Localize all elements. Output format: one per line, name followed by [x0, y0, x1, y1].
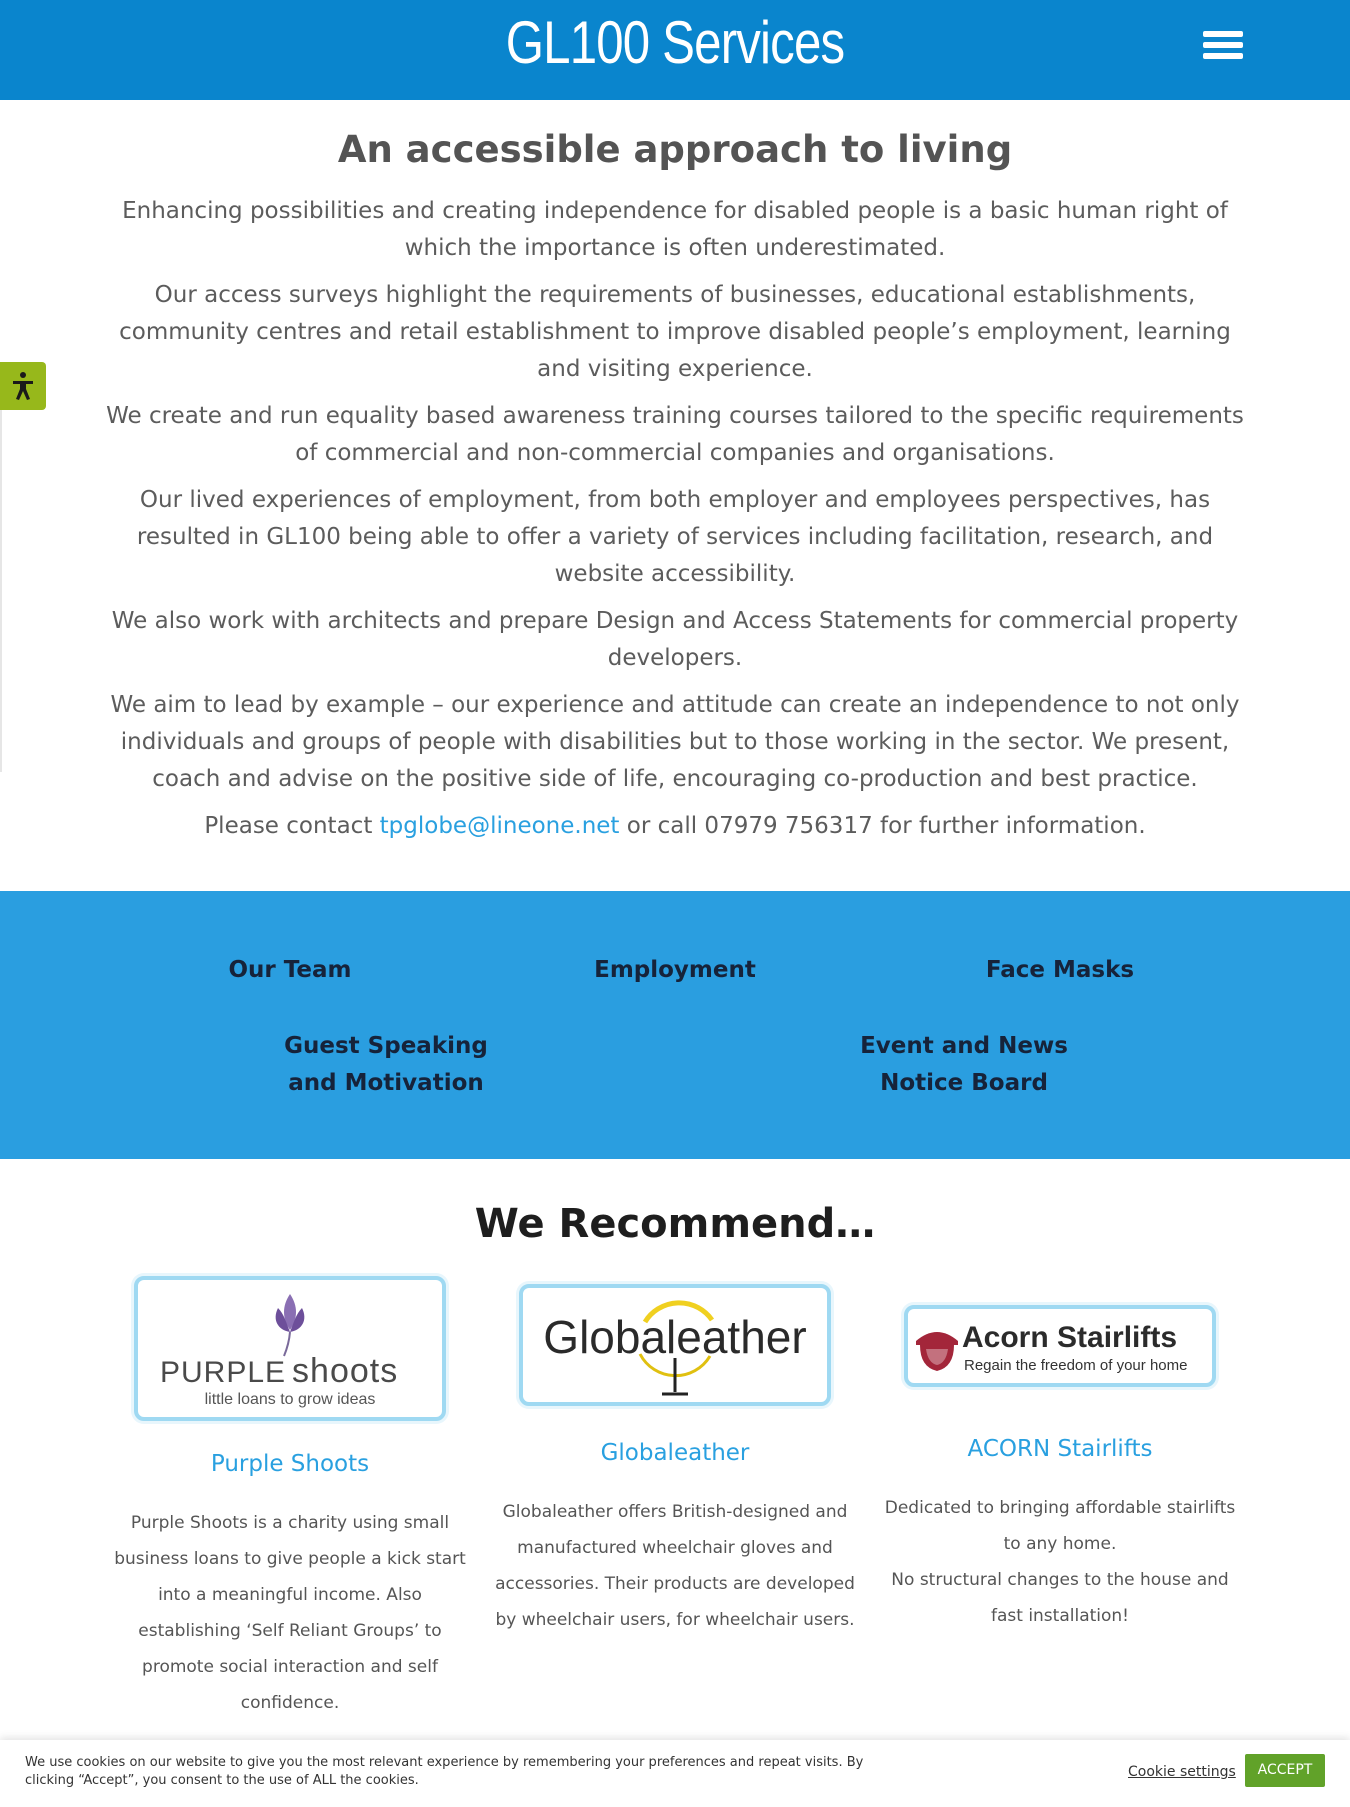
hamburger-menu-icon[interactable]	[1203, 31, 1243, 65]
logo-text: shoots	[292, 1352, 399, 1390]
quick-links-section	[0, 891, 1350, 1159]
logo-tagline: little loans to grow ideas	[204, 1391, 376, 1408]
logo-text: PURPLE	[160, 1356, 287, 1389]
purple-flower-icon	[260, 1292, 320, 1358]
intro-paragraph: We create and run equality based awareness training courses tailored to the specific requirements of commercial and non-commercial companies and organisations.	[106, 403, 1244, 466]
accessibility-panel-edge	[0, 410, 2, 772]
recommend-card-globaleather	[485, 1284, 865, 1638]
contact-text: Please contact	[204, 813, 380, 839]
link-line: Guest Speaking	[284, 1033, 488, 1059]
intro-paragraph: Our lived experiences of employment, from both employer and employees perspectives, has resulted in GL100 being able to offer a variety of services including facilitation, research, and website accessibility.	[136, 487, 1214, 587]
card-description: Purple Shoots is a charity using small business loans to give people a kick start into a meaningful income. Also establishing ‘Self Reliant Groups’ to promote social interaction and self confidence.	[114, 1513, 466, 1713]
intro-paragraph: Our access surveys highlight the requirements of businesses, educational establishments, community centres and retail establishment to improve disabled people’s employment, learning and visiting experience.	[119, 282, 1231, 382]
cookie-consent-bar	[0, 1740, 1350, 1807]
face-masks-link[interactable]: Face Masks	[985, 957, 1135, 983]
accessibility-person-icon	[0, 362, 46, 410]
guest-speaking-link[interactable]	[266, 1028, 506, 1102]
link-line: Notice Board	[880, 1070, 1048, 1096]
logo-text: Globaleather	[543, 1311, 807, 1363]
recommend-heading: We Recommend…	[474, 1201, 876, 1247]
cookie-settings-link[interactable]: Cookie settings	[1128, 1764, 1236, 1780]
purple-shoots-logo[interactable]	[134, 1276, 446, 1421]
accessibility-toggle-button[interactable]	[0, 362, 46, 410]
site-header	[0, 0, 1350, 100]
acorn-stairlifts-logo[interactable]	[904, 1305, 1216, 1387]
site-title[interactable]: GL100 Services	[505, 9, 845, 76]
card-title-link[interactable]: ACORN Stairlifts	[967, 1436, 1153, 1462]
intro-paragraph: We aim to lead by example – our experience and attitude can create an independence to not only individuals and groups of people with disabilities but to those working in the sector. We present, coach and advise on the positive side of life, encouraging co-production and best practice.	[110, 692, 1240, 792]
acorn-icon	[912, 1319, 962, 1375]
card-description: Globaleather offers British-designed and manufactured wheelchair gloves and accessories. Their products are developed by wheelchair users, for wheelchair users.	[495, 1502, 855, 1630]
logo-tagline: Regain the freedom of your home	[964, 1357, 1188, 1374]
card-title-link[interactable]: Globaleather	[600, 1440, 750, 1466]
card-description-line: No structural changes to the house and fast installation!	[891, 1570, 1229, 1626]
page-heading: An accessible approach to living	[337, 128, 1013, 171]
employment-link[interactable]: Employment	[594, 957, 756, 983]
recommend-card-acorn-stairlifts	[870, 1305, 1250, 1634]
intro-paragraph: Enhancing possibilities and creating independence for disabled people is a basic human right of which the importance is often underestimated.	[122, 198, 1228, 261]
link-line: and Motivation	[288, 1070, 484, 1096]
recommend-card-purple-shoots	[100, 1276, 480, 1721]
link-line: Event and News	[860, 1033, 1068, 1059]
intro-section	[95, 128, 1255, 855]
contact-email-link[interactable]: tpglobe@lineone.net	[379, 813, 620, 839]
logo-text: Acorn Stairlifts	[962, 1321, 1178, 1354]
cookie-accept-button[interactable]: ACCEPT	[1245, 1754, 1325, 1787]
events-news-link[interactable]	[844, 1028, 1084, 1102]
cookie-message: We use cookies on our website to give you the most relevant experience by remembering your preferences and repeat visits. By clicking “Accept”, you consent to the use of ALL the cookies.	[25, 1755, 864, 1788]
card-description	[870, 1490, 1250, 1634]
our-team-link[interactable]: Our Team	[228, 957, 352, 983]
globaleather-logo[interactable]	[519, 1284, 831, 1406]
contact-paragraph	[95, 808, 1255, 845]
intro-paragraph: We also work with architects and prepare Design and Access Statements for commercial property developers.	[111, 608, 1239, 671]
card-title-link[interactable]: Purple Shoots	[210, 1451, 370, 1477]
card-description-line: Dedicated to bringing affordable stairlifts to any home.	[884, 1498, 1236, 1554]
contact-text: or call 07979 756317 for further information.	[619, 813, 1146, 839]
